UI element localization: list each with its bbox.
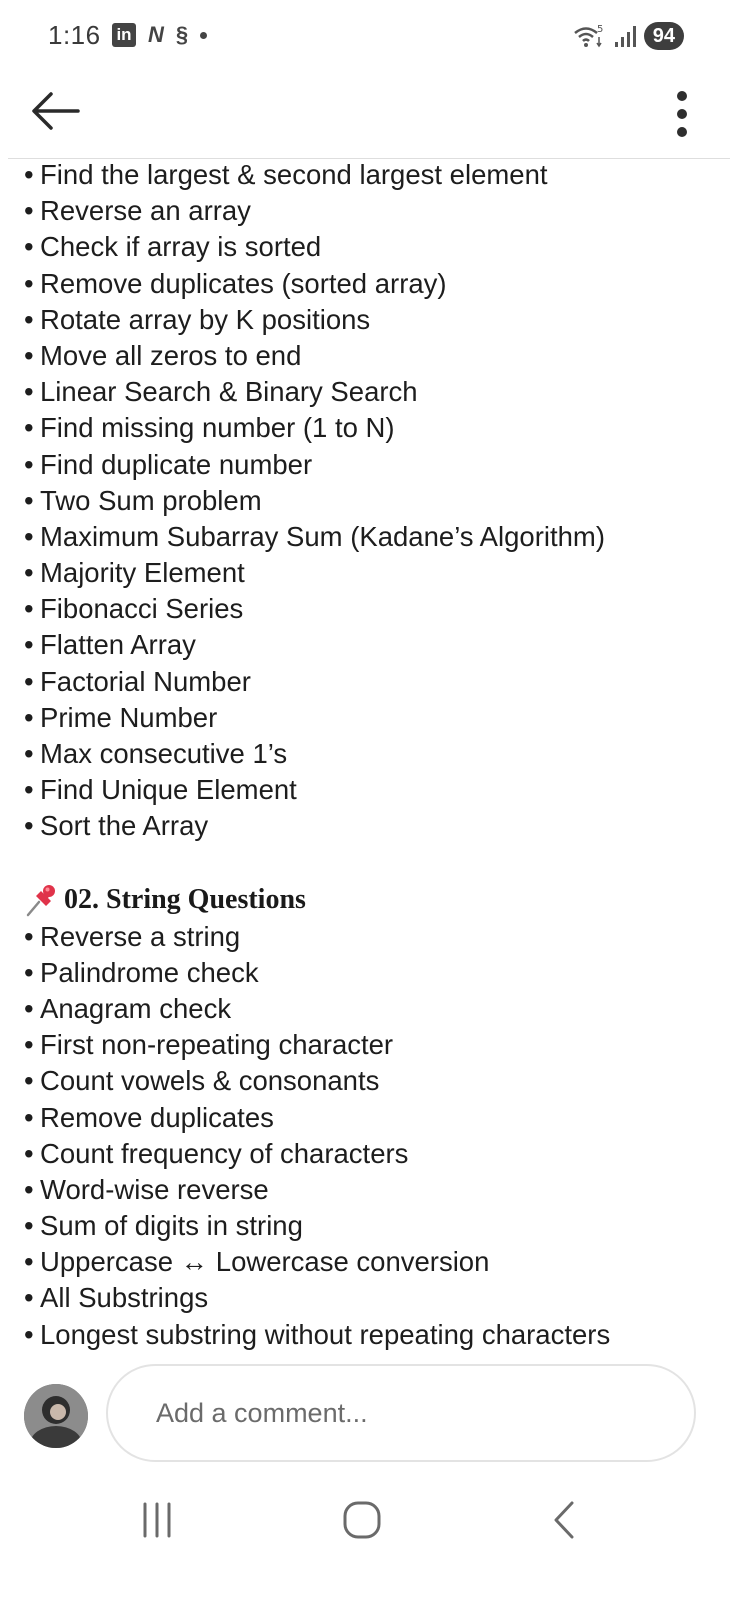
- more-vertical-icon: [670, 88, 694, 140]
- list-item-text: Max consecutive 1’s: [40, 738, 288, 769]
- bullet: •: [24, 1101, 34, 1133]
- list-item: [24, 193, 724, 229]
- list-item-text: Move all zeros to end: [40, 339, 302, 371]
- arrow-left-icon: [30, 88, 82, 134]
- list-item: [24, 1136, 724, 1172]
- status-bar: [0, 0, 738, 76]
- list-item-text: Majority Element: [40, 557, 245, 589]
- user-avatar-icon: [24, 1384, 88, 1448]
- status-time: 1:16: [48, 20, 101, 50]
- back-chevron-icon: [536, 1498, 596, 1542]
- pushpin-icon: [24, 882, 60, 918]
- list-item: [24, 1317, 724, 1353]
- list-item: [24, 519, 724, 555]
- bullet: •: [24, 920, 34, 952]
- threads-icon: §: [175, 22, 189, 47]
- list-item: [24, 483, 724, 519]
- list-item-text: Word-wise reverse: [40, 1173, 269, 1205]
- list-item-text: Find missing number (1 to N): [40, 412, 395, 444]
- list-item: [24, 808, 724, 844]
- list-item: [24, 772, 724, 808]
- list-item: [24, 664, 724, 700]
- app-bar: [0, 76, 738, 158]
- home-button[interactable]: [332, 1498, 392, 1542]
- list-item: [24, 591, 724, 627]
- list-item-text: Reverse a string: [40, 920, 241, 952]
- list-item: [24, 700, 724, 736]
- bullet: •: [24, 1029, 34, 1061]
- list-item: [24, 991, 724, 1027]
- list-item: [24, 1280, 724, 1316]
- list-item-text: Factorial Number: [40, 665, 251, 697]
- bullet: •: [24, 1065, 34, 1097]
- list-item: [24, 1100, 724, 1136]
- comment-bar: [0, 1360, 738, 1470]
- list-item-text: Count frequency of characters: [40, 1137, 409, 1169]
- wifi-icon: [572, 23, 606, 49]
- dot-icon: [200, 32, 207, 39]
- list-item-text: Remove duplicates: [40, 1101, 274, 1133]
- more-options-button[interactable]: [670, 88, 694, 140]
- list-item-text: Prime Number: [40, 701, 218, 733]
- home-icon: [332, 1498, 392, 1542]
- list-item-text: Reverse an array: [40, 195, 251, 227]
- bullet: •: [24, 774, 34, 806]
- list-item: [24, 955, 724, 991]
- bullet: •: [24, 557, 34, 589]
- string-section-title: 02. String Questions: [64, 883, 306, 915]
- list-item-text: Sort the Array: [40, 810, 209, 842]
- list-item: [24, 229, 724, 265]
- bullet: •: [24, 956, 34, 988]
- list-item: [24, 1063, 724, 1099]
- nav-back-button[interactable]: [536, 1498, 596, 1542]
- notification-icons: [112, 22, 207, 48]
- recents-icon: [128, 1498, 188, 1542]
- list-item-text: Count vowels & consonants: [40, 1065, 380, 1097]
- list-item-text: Find Unique Element: [40, 774, 297, 806]
- list-item: [24, 338, 724, 374]
- svg-text:5: 5: [596, 24, 604, 35]
- list-item: [24, 627, 724, 663]
- bullet: •: [24, 665, 34, 697]
- list-item-text: Find the largest & second largest element: [40, 159, 548, 190]
- list-item-text: Palindrome check: [40, 956, 259, 988]
- list-item-text: First non-repeating character: [40, 1029, 394, 1061]
- list-item: [24, 1027, 724, 1063]
- bullet: •: [24, 267, 34, 299]
- bullet: •: [24, 484, 34, 516]
- list-item: [24, 157, 724, 193]
- bullet: •: [24, 1173, 34, 1205]
- back-button[interactable]: [30, 88, 82, 134]
- list-item: [24, 1208, 724, 1244]
- bullet: •: [24, 1246, 34, 1278]
- list-item-text: All Substrings: [40, 1282, 209, 1314]
- list-item: [24, 410, 724, 446]
- list-item: [24, 302, 724, 338]
- list-item-text: Sum of digits in string: [40, 1210, 303, 1242]
- bullet: •: [24, 159, 34, 190]
- string-questions-list: [24, 919, 724, 1353]
- list-item: [24, 555, 724, 591]
- section-spacer: [24, 845, 724, 881]
- list-item-text: Two Sum problem: [40, 484, 262, 516]
- list-item: [24, 736, 724, 772]
- bullet: •: [24, 629, 34, 661]
- bullet: •: [24, 992, 34, 1024]
- bullet: •: [24, 1137, 34, 1169]
- list-item-text: Rotate array by K positions: [40, 303, 371, 335]
- bullet: •: [24, 448, 34, 480]
- list-item-text: Uppercase ↔ Lowercase conversion: [40, 1246, 490, 1278]
- list-item: [24, 1172, 724, 1208]
- recents-button[interactable]: [128, 1498, 188, 1542]
- list-item-text: Check if array is sorted: [40, 231, 322, 263]
- bullet: •: [24, 303, 34, 335]
- comment-input[interactable]: Add a comment...: [106, 1364, 696, 1462]
- list-item: [24, 447, 724, 483]
- system-icons: [572, 22, 684, 50]
- system-nav-bar: [0, 1478, 738, 1600]
- n-notification-icon: N: [148, 22, 164, 47]
- list-item-text: Fibonacci Series: [40, 593, 244, 625]
- string-section-heading: [24, 881, 724, 919]
- bullet: •: [24, 339, 34, 371]
- bullet: •: [24, 701, 34, 733]
- bullet: •: [24, 1210, 34, 1242]
- list-item-text: Longest substring without repeating characters: [40, 1318, 611, 1350]
- bullet: •: [24, 810, 34, 842]
- list-item-text: Anagram check: [40, 992, 232, 1024]
- bullet: •: [24, 520, 34, 552]
- list-item-text: Linear Search & Binary Search: [40, 376, 418, 408]
- bullet: •: [24, 231, 34, 263]
- avatar[interactable]: [24, 1384, 88, 1448]
- array-questions-list: [24, 157, 724, 845]
- list-item: [24, 1244, 724, 1280]
- bullet: •: [24, 412, 34, 444]
- list-item-text: Remove duplicates (sorted array): [40, 267, 447, 299]
- list-item-text: Find duplicate number: [40, 448, 313, 480]
- list-item: [24, 374, 724, 410]
- bullet: •: [24, 1282, 34, 1314]
- list-item: [24, 266, 724, 302]
- list-item-text: Flatten Array: [40, 629, 196, 661]
- bullet: •: [24, 1318, 34, 1350]
- bullet: •: [24, 593, 34, 625]
- bullet: •: [24, 376, 34, 408]
- list-item: [24, 919, 724, 955]
- signal-icon: [614, 24, 636, 48]
- bullet: •: [24, 738, 34, 769]
- linkedin-icon: in: [112, 23, 136, 47]
- post-content: [24, 157, 724, 1353]
- bullet: •: [24, 195, 34, 227]
- list-item-text: Maximum Subarray Sum (Kadane’s Algorithm): [40, 520, 605, 552]
- battery-indicator: 94: [644, 22, 684, 50]
